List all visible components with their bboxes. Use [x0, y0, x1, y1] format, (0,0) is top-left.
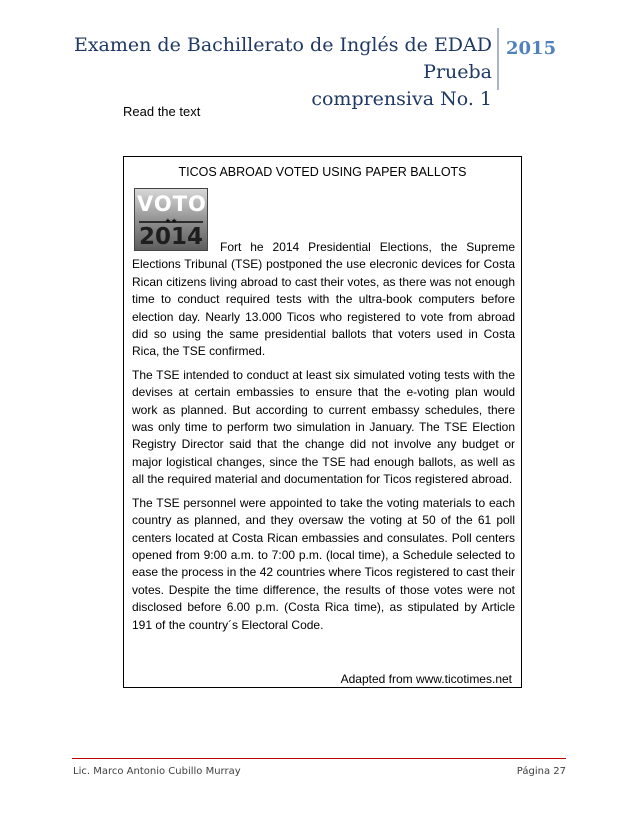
article-paragraph-3: The TSE personnel were appointed to take the voting materials to each country as planned, and they oversaw the voting at 50 of the 61 poll centers located at Costa Rican embassies and consulates. Poll centers opened from 9:00 a.m. to 7:00 p.m. (local time), a Schedule selected to ease the process in the 42 countries where Ticos registered to cast their votes. Despite the time difference, the results of those votes were not disclosed before 6.00 p.m. (Costa Rica time), as stipulated by Article 191 of the country´s Electoral Code.: [132, 495, 515, 632]
footer-page-number: Página 27: [516, 766, 566, 777]
article-paragraph-1: Fort he 2014 Presidential Elections, the Supreme Elections Tribunal (TSE) postponed the use elecronic devices for Costa Rican citizens living abroad to cast their votes, as there was not enough time to conduct required tests with the ultra-book computers before election day. Nearly 13.000 Ticos who registered to vote from abroad did so using the same presidential ballots that voters used in Costa Rica, the TSE confirmed.: [132, 240, 515, 359]
header-title-line1: Examen de Bachillerato de Inglés de EDAD Prueba: [73, 34, 492, 83]
article-paragraph-2: The TSE intended to conduct at least six simulated voting tests with the devises at certain embassies to ensure that the e-voting plan would work as planned. But according to current embassy schedules, there was only time to perform two simulation in January. The TSE Election Registry Director said that the change did not involve any budget or major logistical changes, since the TSE had enough ballots, as well as all the required material and documentation for Ticos registered abroad.: [132, 367, 515, 487]
article-source: Adapted from www.ticotimes.net: [340, 672, 512, 686]
logo-stars-icon: ★★: [164, 217, 178, 225]
header-title-line2: comprensiva No. 1: [311, 88, 492, 110]
page-header-title: [72, 32, 492, 113]
header-year: 2015: [506, 38, 557, 59]
logo-word: VOTO: [137, 192, 207, 216]
article-box: [123, 156, 522, 688]
article-title: TICOS ABROAD VOTED USING PAPER BALLOTS: [178, 165, 467, 179]
article-body: [132, 239, 515, 640]
footer-divider: [72, 758, 566, 759]
logo-year: 2014: [138, 224, 203, 250]
header-divider: [497, 28, 499, 90]
reading-instruction: Read the text: [123, 104, 201, 119]
footer-author: Lic. Marco Antonio Cubillo Murray: [73, 766, 241, 777]
